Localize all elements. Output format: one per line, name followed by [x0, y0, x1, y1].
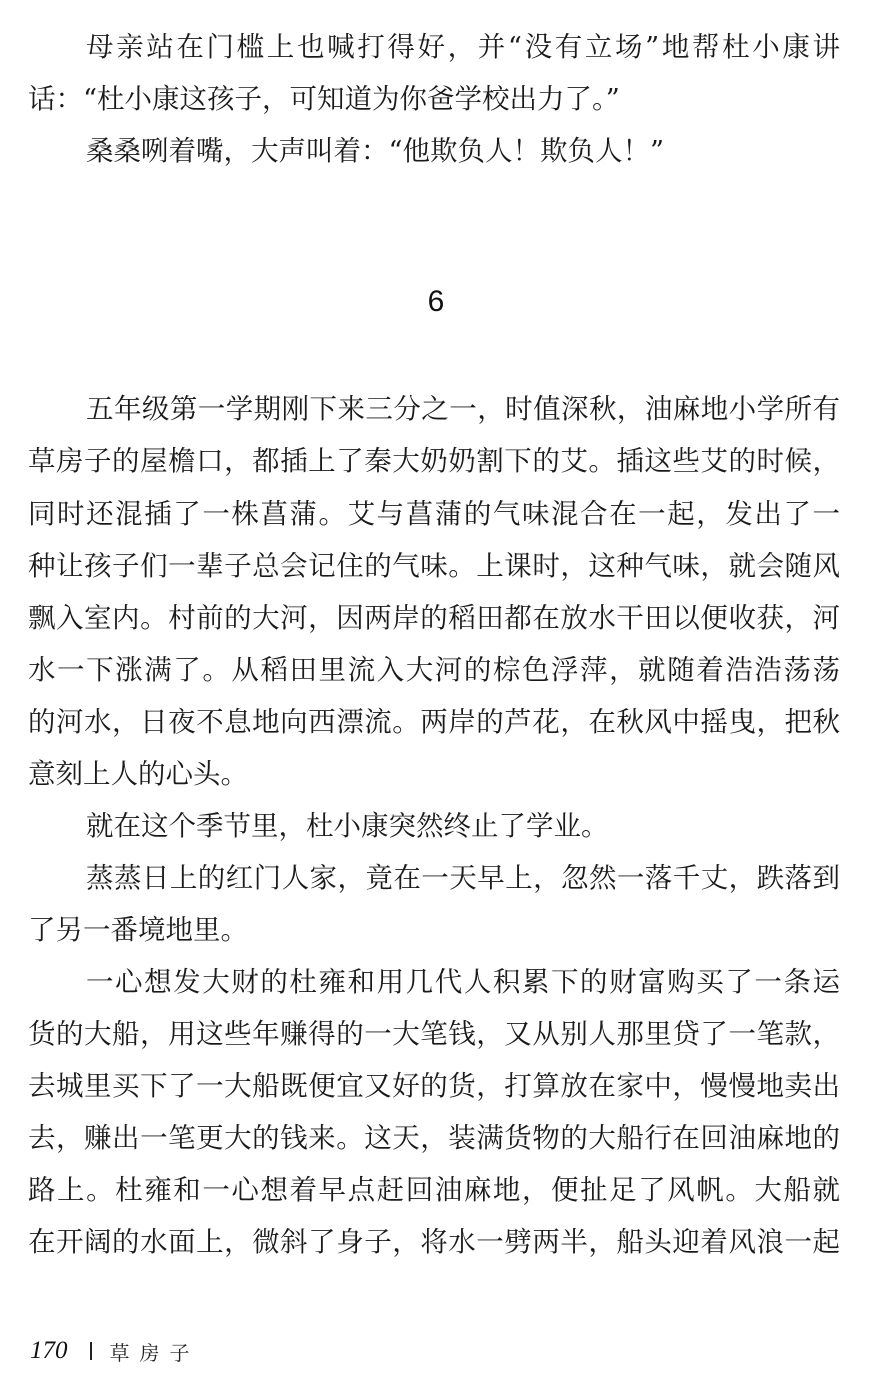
footer-divider [90, 1342, 92, 1360]
text-line: 的河水，日夜不息地向西漂流。两岸的芦花，在秋风中摇曳，把秋 [28, 706, 840, 738]
text-line: 话：“杜小康这孩子，可知道为你爸学校出力了。” [28, 83, 620, 115]
text-line: 意刻上人的心头。 [28, 758, 248, 790]
text-line: 种让孩子们一辈子总会记住的气味。上课时，这种气味，就会随风 [28, 550, 840, 582]
text-line: 五年级第一学期刚下来三分之一，时值深秋，油麻地小学所有 [86, 393, 840, 425]
text-line: 去城里买下了一大船既便宜又好的货，打算放在家中，慢慢地卖出 [28, 1070, 840, 1102]
text-line: 草房子的屋檐口，都插上了秦大奶奶割下的艾。插这些艾的时候， [28, 445, 840, 477]
text-line: 一心想发大财的杜雍和用几代人积累下的财富购买了一条运 [86, 966, 840, 998]
chapter-number: 6 [427, 285, 445, 318]
page-number: 170 [30, 1337, 68, 1364]
text-line: 路上。杜雍和一心想着早点赶回油麻地，便扯足了风帆。大船就 [28, 1174, 840, 1206]
text-line: 就在这个季节里，杜小康突然终止了学业。 [86, 810, 609, 842]
text-line: 去，赚出一笔更大的钱来。这天，装满货物的大船行在回油麻地的 [28, 1122, 840, 1154]
text-line: 了另一番境地里。 [28, 914, 248, 946]
text-line: 飘入室内。村前的大河，因两岸的稻田都在放水干田以便收获，河 [28, 602, 840, 634]
text-line: 桑桑咧着嘴，大声叫着：“他欺负人！欺负人！” [86, 135, 665, 167]
text-line: 同时还混插了一株菖蒲。艾与菖蒲的气味混合在一起，发出了一 [28, 498, 840, 530]
running-title: 草房子 [109, 1340, 200, 1365]
text-line: 货的大船，用这些年赚得的一大笔钱，又从别人那里贷了一笔款， [28, 1018, 840, 1050]
text-line: 在开阔的水面上，微斜了身子，将水一劈两半，船头迎着风浪一起 [28, 1226, 840, 1258]
text-line: 母亲站在门槛上也喊打得好，并“没有立场”地帮杜小康讲 [86, 31, 840, 63]
text-line: 水一下涨满了。从稻田里流入大河的棕色浮萍，就随着浩浩荡荡 [28, 654, 840, 686]
text-line: 蒸蒸日上的红门人家，竟在一天早上，忽然一落千丈，跌落到 [86, 862, 840, 894]
page-footer [30, 1333, 200, 1369]
